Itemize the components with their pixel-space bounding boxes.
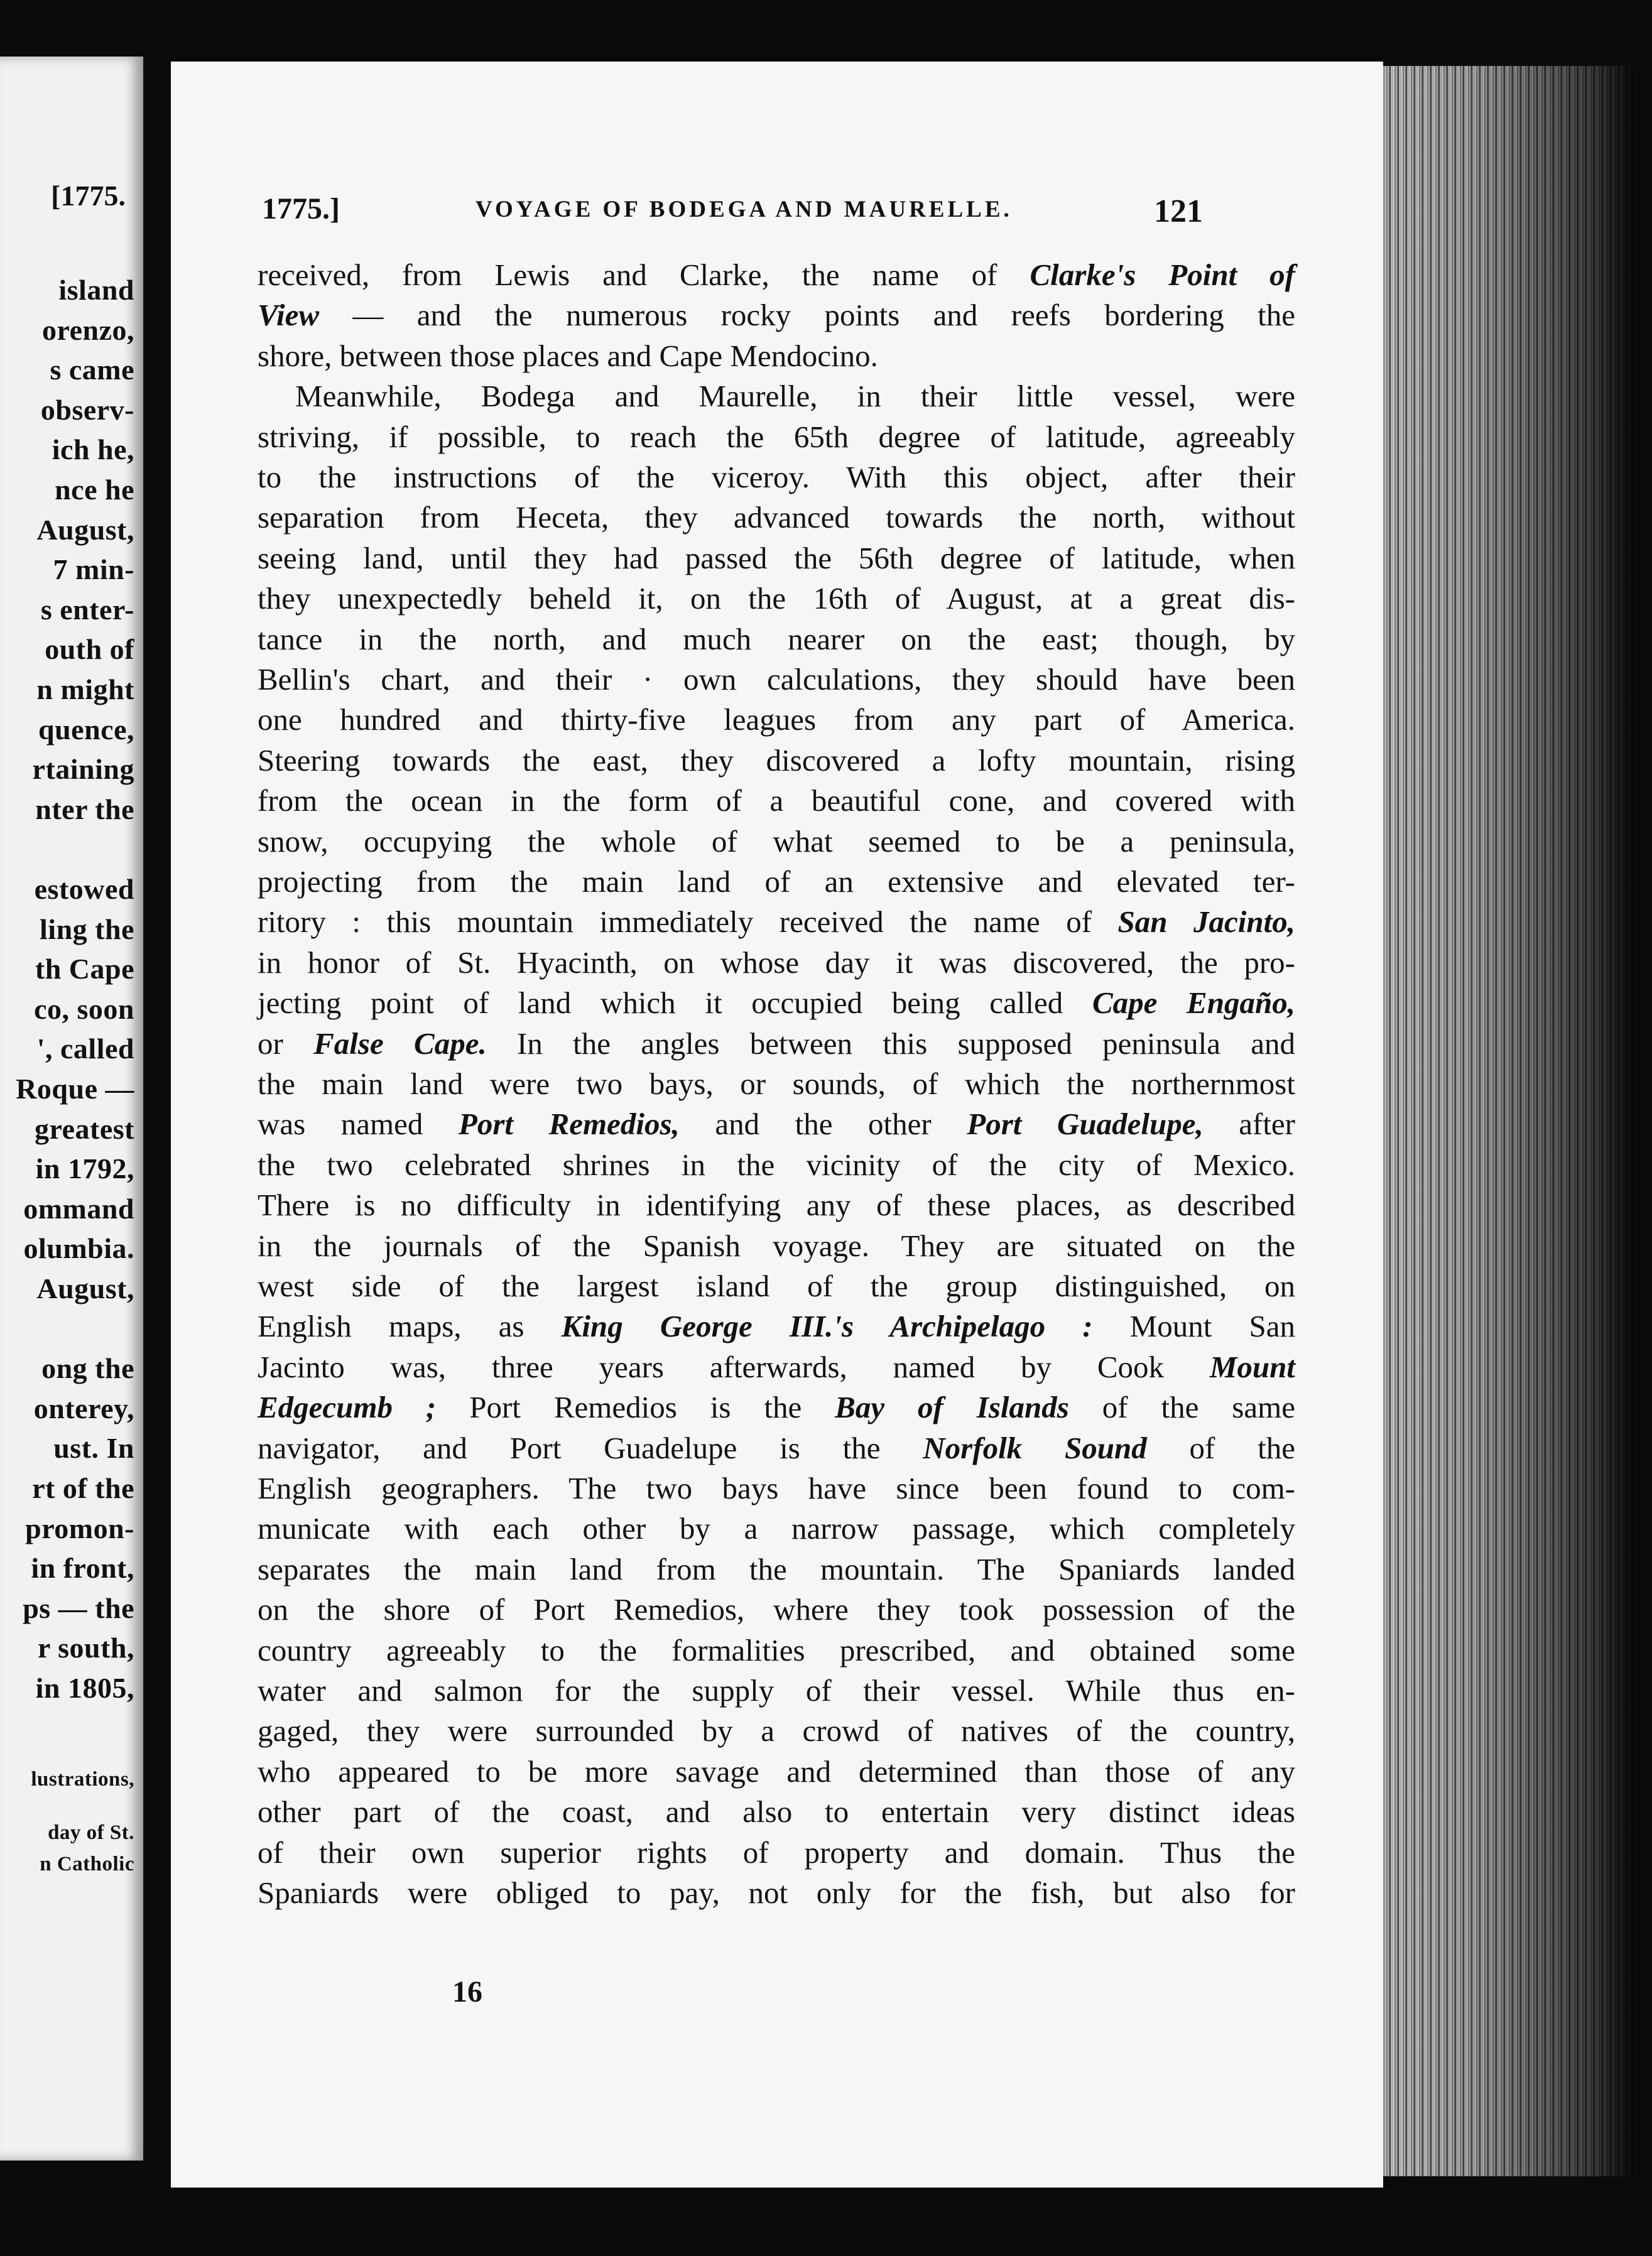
text-segment: English geographers. The two bays have since been found to com- (258, 1471, 1295, 1505)
text-line (258, 1834, 1295, 1872)
text-segment: other part of the coast, and also to entertain very distinct ideas (258, 1794, 1295, 1830)
text-segment: English maps, as (258, 1309, 562, 1344)
text-line (258, 256, 1295, 294)
text-segment: Jacinto was, three years afterwards, named by Cook (258, 1349, 1210, 1384)
text-segment: country agreeably to the formalities prescribed, and obtained some (258, 1632, 1295, 1668)
left-page-line: in 1805, (35, 1672, 134, 1704)
text-segment: municate with each other by a narrow passage, which completely (258, 1511, 1295, 1546)
text-segment: they unexpectedly beheld it, on the 16th of August, at a great dis- (258, 581, 1295, 616)
left-page-line: observ- (40, 393, 134, 426)
left-page-footnote: n Catholic (40, 1853, 134, 1875)
text-segment: navigator, and Port Guadelupe is the (258, 1430, 923, 1465)
left-page-line: greatest (35, 1112, 134, 1145)
text-line (258, 1510, 1295, 1548)
left-page-line: in 1792, (35, 1152, 134, 1185)
text-segment: In the angles between this supposed peninsula and (486, 1026, 1295, 1061)
text-line (258, 1753, 1295, 1791)
text-segment: Port Remedios is the (436, 1390, 835, 1425)
running-head-year: 1775.] (262, 192, 340, 225)
text-line (258, 499, 1295, 536)
left-page-line: ust. In (53, 1432, 134, 1465)
italic-text: Port Guadelupe, (967, 1107, 1204, 1142)
text-line (258, 984, 1295, 1022)
left-page-line: quence, (38, 713, 134, 746)
italic-text: Norfolk Sound (923, 1430, 1147, 1465)
left-page-line: rtaining (32, 753, 134, 786)
text-segment: ritory : this mountain immediately received the name of (258, 904, 1118, 940)
text-line (258, 337, 1295, 375)
text-line (258, 296, 1295, 334)
text-line (258, 903, 1295, 941)
text-segment: the main land were two bays, or sounds, of which the northernmost (258, 1066, 1295, 1101)
left-page-line: promon- (25, 1512, 134, 1544)
text-segment: Meanwhile, Bodega and Maurelle, in their little vessel, were (295, 379, 1295, 414)
text-segment: separation from Heceta, they advanced towards the north, without (258, 500, 1295, 535)
italic-text: Mount (1209, 1349, 1295, 1384)
left-page-line: olumbia. (23, 1232, 134, 1265)
text-line (258, 863, 1295, 901)
left-page-line: August, (36, 513, 134, 546)
text-segment: seeing land, until they had passed the 56th degree of latitude, when (258, 540, 1295, 575)
left-page-line: onterey, (33, 1392, 134, 1424)
italic-text: Cape Engaño, (1092, 985, 1295, 1021)
text-segment: separates the main land from the mountain. The Spaniards landed (258, 1551, 1295, 1586)
italic-text: View (258, 298, 320, 333)
text-line (258, 580, 1295, 617)
text-segment: on the shore of Port Remedios, where they took possession of the (258, 1592, 1295, 1627)
text-line (258, 1389, 1295, 1426)
book-page (171, 62, 1383, 2188)
text-line (258, 458, 1295, 496)
text-line (258, 1632, 1295, 1669)
text-segment: water and salmon for the supply of their vessel. While thus en- (258, 1673, 1295, 1708)
text-line (258, 1712, 1295, 1750)
left-page-line: ich he, (52, 433, 134, 466)
text-segment: gaged, they were surrounded by a crowd of natives of the country, (258, 1713, 1295, 1749)
text-segment: from the ocean in the form of a beautiful cone, and covered with (258, 783, 1295, 818)
italic-text: Port Remedios, (458, 1107, 680, 1142)
left-page-line: August, (36, 1272, 134, 1304)
text-segment: to the instructions of the viceroy. With this object, after their (258, 460, 1295, 494)
left-page-line: orenzo, (41, 313, 134, 346)
text-segment: was named (258, 1107, 459, 1142)
text-line (258, 377, 1295, 415)
text-segment: projecting from the main land of an extensive and elevated ter- (258, 864, 1295, 899)
left-page-line: th Cape (35, 953, 134, 985)
text-line (258, 701, 1295, 739)
signature-mark: 16 (452, 1975, 482, 2009)
text-line (258, 1348, 1295, 1386)
left-page-line: s enter- (40, 593, 134, 626)
left-page-line: ommand (23, 1192, 134, 1225)
text-line (258, 418, 1295, 456)
text-segment: Steering towards the east, they discovered a lofty mountain, rising (258, 742, 1295, 778)
text-segment: received, from Lewis and Clarke, the name of (258, 258, 1030, 292)
left-page-line: in front, (31, 1552, 134, 1585)
left-page-line: co, soon (34, 992, 134, 1025)
left-page-line: estowed (34, 873, 134, 905)
text-line (258, 1025, 1295, 1063)
text-segment: of their own superior rights of property and domain. Thus the (258, 1835, 1295, 1870)
left-page-line: rt of the (32, 1472, 134, 1504)
left-page-header: [1775. (51, 180, 126, 212)
text-segment: in the journals of the Spanish voyage. They are situated on the (258, 1228, 1295, 1263)
text-segment: of the same (1068, 1390, 1295, 1425)
italic-text: False Cape. (313, 1026, 487, 1061)
left-page-line: ', called (36, 1033, 134, 1065)
left-page-line: Roque — (16, 1073, 134, 1105)
page-edges-shadow (1383, 66, 1634, 2176)
text-segment: jecting point of land which it occupied being called (258, 985, 1092, 1021)
text-segment: There is no difficulty in identifying any of these places, as described (258, 1188, 1295, 1223)
text-segment: tance in the north, and much nearer on the east; though, by (258, 621, 1295, 656)
text-line (258, 661, 1295, 698)
text-line (258, 1672, 1295, 1710)
text-line (258, 1105, 1295, 1143)
left-page-line: ling the (40, 913, 134, 945)
italic-text: Edgecumb ; (258, 1390, 437, 1425)
left-page-line: ps — the (23, 1592, 134, 1624)
text-line (258, 621, 1295, 658)
text-line (258, 1267, 1295, 1305)
left-page-footnote: lustrations, (31, 1768, 134, 1791)
text-segment: one hundred and thirty-five leagues from any part of America. (258, 702, 1295, 737)
text-line (258, 1227, 1295, 1265)
text-segment: after (1203, 1107, 1295, 1142)
left-page-line: island (58, 274, 134, 306)
text-line (258, 1793, 1295, 1831)
left-page-line: ong the (41, 1352, 134, 1385)
left-page-line: s came (50, 354, 134, 386)
text-segment: who appeared to be more savage and determined than those of any (258, 1754, 1295, 1789)
running-head-title: VOYAGE OF BODEGA AND MAURELLE. (475, 197, 1013, 222)
text-line (258, 1308, 1295, 1345)
text-segment: — and the numerous rocky points and reefs bordering the (319, 298, 1295, 333)
text-line (258, 1874, 1295, 1912)
left-page-line: n might (36, 673, 134, 705)
text-line (258, 1186, 1295, 1224)
left-page-line: nce he (55, 474, 134, 506)
italic-text: San Jacinto, (1117, 904, 1295, 940)
italic-text: Clarke's Point of (1030, 258, 1296, 292)
text-segment: Spaniards were obliged to pay, not only for the fish, but also for (258, 1875, 1295, 1910)
text-line (258, 1470, 1295, 1507)
text-segment: Mount San (1092, 1309, 1295, 1344)
text-line (258, 782, 1295, 820)
text-segment: striving, if possible, to reach the 65th degree of latitude, agreeably (258, 419, 1295, 454)
text-segment: or (258, 1026, 314, 1061)
left-page-line: nter the (35, 793, 134, 825)
text-line (258, 1429, 1295, 1467)
text-segment: west side of the largest island of the group distinguished, on (258, 1269, 1295, 1303)
left-facing-page (0, 57, 143, 2161)
left-page-line: r south, (38, 1632, 134, 1664)
text-line (258, 823, 1295, 860)
text-segment: shore, between those places and Cape Mendocino. (258, 338, 878, 373)
text-segment: Bellin's chart, and their · own calculations, they should have been (258, 662, 1295, 697)
left-page-footnote: day of St. (48, 1821, 134, 1844)
page-number: 121 (1154, 193, 1203, 229)
italic-text: King George III.'s Archipelago : (561, 1309, 1093, 1344)
text-line (258, 1591, 1295, 1629)
text-line (258, 944, 1295, 982)
left-page-line: 7 min- (53, 553, 134, 586)
text-line (258, 742, 1295, 779)
text-segment: in honor of St. Hyacinth, on whose day it was discovered, the pro- (258, 945, 1295, 980)
text-line (258, 1065, 1295, 1103)
text-segment: the two celebrated shrines in the vicinity of the city of Mexico. (258, 1147, 1295, 1182)
text-line (258, 540, 1295, 577)
text-line (258, 1146, 1295, 1184)
text-segment: snow, occupying the whole of what seemed to be a peninsula, (258, 823, 1295, 859)
text-segment: of the (1146, 1430, 1295, 1465)
text-line (258, 1551, 1295, 1588)
italic-text: Bay of Islands (835, 1390, 1069, 1425)
left-page-line: outh of (45, 633, 134, 666)
text-segment: and the other (679, 1107, 967, 1142)
